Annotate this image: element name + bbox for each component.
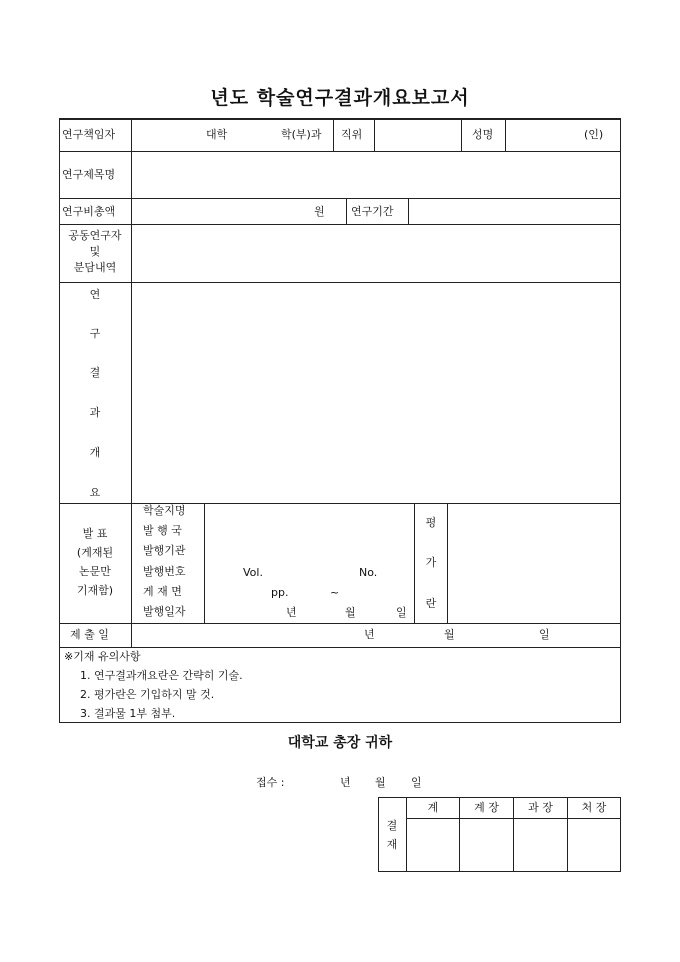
publication-label-line: 논문만 <box>79 565 111 578</box>
submission-day-unit: 일 <box>539 628 550 641</box>
approval-header: 과 장 <box>528 801 553 814</box>
summary-char: 구 <box>89 327 101 340</box>
receipt-year-unit: 년 <box>340 776 351 789</box>
row-divider <box>59 282 621 283</box>
no-label: No. <box>359 566 378 579</box>
addressee: 대학교 총장 귀하 <box>287 735 393 751</box>
publication-label-line: 기재함) <box>76 584 114 597</box>
publication-label-line: (게재된 <box>76 546 114 559</box>
period-field[interactable] <box>410 200 619 223</box>
seal-mark: (인) <box>584 128 604 141</box>
pub-year-unit: 년 <box>286 606 297 619</box>
summary-field[interactable] <box>133 284 619 502</box>
summary-char: 요 <box>89 486 101 499</box>
col-divider <box>408 198 409 225</box>
approval-label-char: 재 <box>386 838 398 851</box>
eval-char: 평 <box>425 516 437 529</box>
receipt-label: 접수 : <box>256 776 285 789</box>
evaluation-field <box>449 505 619 622</box>
co-label-line: 분담내역 <box>73 261 117 274</box>
note-item: 3. 결과물 1부 첨부. <box>80 707 176 720</box>
co-researcher-field[interactable] <box>133 226 619 281</box>
field-publisher: 발행기관 <box>143 544 186 557</box>
field-pages: 게 재 면 <box>143 585 182 598</box>
approval-sign-cell[interactable] <box>515 820 566 870</box>
field-journal-name: 학술지명 <box>143 504 186 517</box>
publication-label <box>59 524 131 600</box>
tilde-mark: ~ <box>330 586 340 599</box>
pub-day-unit: 일 <box>396 606 407 619</box>
col-divider <box>204 503 205 624</box>
name-field[interactable] <box>507 121 577 150</box>
pub-month-unit: 월 <box>345 606 356 619</box>
field-country: 발 행 국 <box>143 524 182 537</box>
col-divider <box>333 118 334 152</box>
table-border-left <box>59 118 60 723</box>
submission-label: 제 출 일 <box>70 628 109 641</box>
table-border-top <box>59 118 621 120</box>
department-field[interactable]: 학(부)과 <box>281 128 322 141</box>
approval-label-char: 결 <box>386 819 398 832</box>
approval-border <box>378 797 379 872</box>
university-field[interactable]: 대학 <box>206 128 228 141</box>
col-divider <box>461 118 462 152</box>
submission-month-unit: 월 <box>444 628 455 641</box>
co-researcher-label <box>59 228 131 276</box>
col-divider <box>346 198 347 225</box>
budget-field[interactable] <box>133 200 309 223</box>
eval-char: 가 <box>425 556 437 569</box>
table-border-bottom <box>59 722 621 723</box>
note-item: 1. 연구결과개요란은 간략히 기술. <box>80 669 243 682</box>
researcher-label: 연구책임자 <box>62 128 116 141</box>
eval-char: 란 <box>425 597 437 610</box>
won-unit: 원 <box>314 205 325 218</box>
position-label: 직위 <box>341 128 363 141</box>
field-pub-date: 발행일자 <box>143 605 186 618</box>
publication-label-line: 발 표 <box>82 527 108 540</box>
vol-label: Vol. <box>243 566 263 579</box>
co-label-line: 및 <box>89 245 101 258</box>
form-title: 년도 학술연구결과개요보고서 <box>210 87 470 109</box>
row-divider <box>59 224 621 225</box>
period-label: 연구기간 <box>351 205 394 218</box>
approval-sign-cell[interactable] <box>408 820 458 870</box>
row-divider <box>59 623 621 624</box>
pp-label: pp. <box>271 586 289 599</box>
col-divider <box>131 118 132 648</box>
note-item: 2. 평가란은 기입하지 말 것. <box>80 688 215 701</box>
publication-field[interactable] <box>206 505 413 622</box>
summary-char: 결 <box>89 366 101 379</box>
col-divider <box>505 118 506 152</box>
summary-char: 개 <box>89 446 101 459</box>
budget-label: 연구비총액 <box>62 205 116 218</box>
col-divider <box>374 118 375 152</box>
approval-header: 처 장 <box>581 801 607 814</box>
approval-border <box>378 797 621 798</box>
submission-year-unit: 년 <box>364 628 375 641</box>
submission-date-field[interactable] <box>133 625 619 646</box>
summary-char: 연 <box>89 288 101 301</box>
approval-sign-cell[interactable] <box>461 820 512 870</box>
topic-label: 연구제목명 <box>62 168 116 181</box>
co-label-line: 공동연구자 <box>68 229 122 242</box>
summary-char: 과 <box>89 406 101 419</box>
row-divider <box>59 151 621 152</box>
approval-sign-cell[interactable] <box>569 820 619 870</box>
approval-header: 계 <box>427 801 439 814</box>
col-divider <box>447 503 448 624</box>
table-border-right <box>620 118 621 723</box>
notes-heading: ※기재 유의사항 <box>64 650 141 663</box>
name-label: 성명 <box>472 128 494 141</box>
row-divider <box>59 198 621 199</box>
row-divider <box>59 647 621 648</box>
position-field[interactable] <box>376 121 460 150</box>
receipt-day-unit: 일 <box>411 776 422 789</box>
receipt-month-unit: 월 <box>375 776 386 789</box>
approval-header: 계 장 <box>474 801 499 814</box>
topic-field[interactable] <box>133 153 619 197</box>
approval-border <box>620 797 621 872</box>
approval-border <box>378 871 621 872</box>
field-issue-number: 발행번호 <box>143 565 186 578</box>
